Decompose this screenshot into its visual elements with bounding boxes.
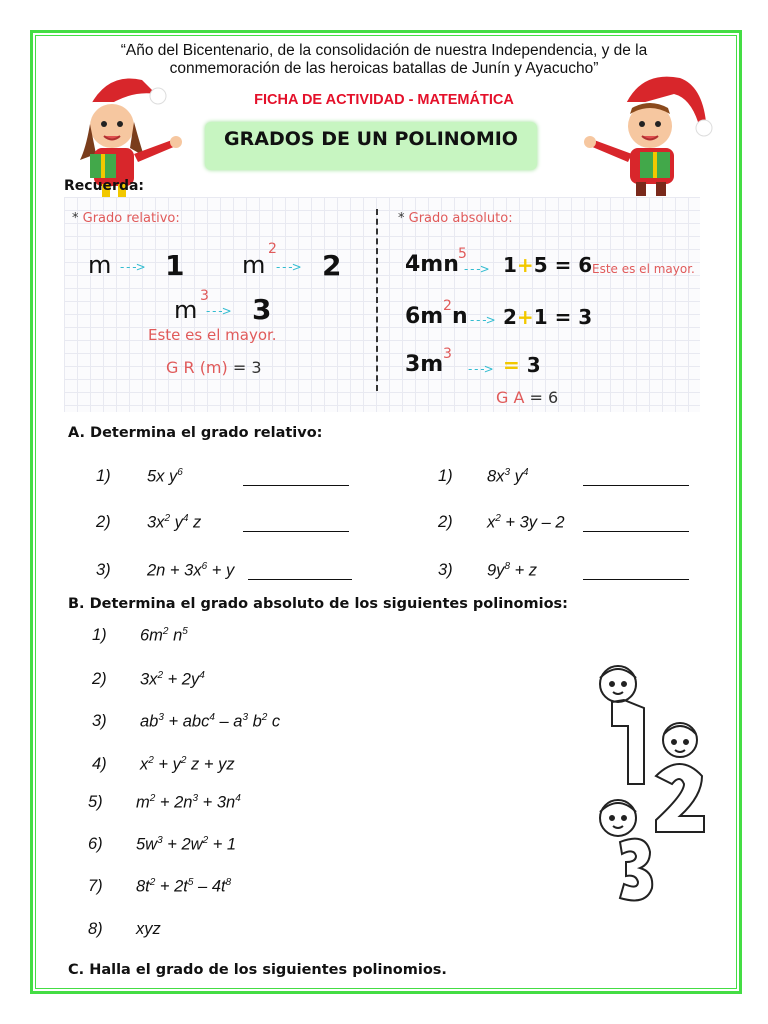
boy-illustration xyxy=(580,68,720,198)
abs-t2-sum: 2+1 = 3 xyxy=(503,305,593,329)
a-left-3-expr: $2n + 3x^6 + y$ xyxy=(147,561,235,580)
section-b-title: B. Determina el grado absoluto de los siguientes polinomios: xyxy=(68,596,568,612)
answer-blank[interactable] xyxy=(583,530,689,532)
rel-ex1-result: 1 xyxy=(165,249,185,282)
a-right-1-num: 1) xyxy=(438,467,453,485)
b-3-expr: $ab^3 + abc^4 - a^3$ $b^2$ c xyxy=(140,712,281,731)
b-2-expr: $3x^2 + 2y^4$ xyxy=(140,670,205,689)
a-right-2-expr: $x^2 + 3y - 2$ xyxy=(487,513,565,532)
a-left-3-num: 3) xyxy=(96,561,111,579)
recap-grid xyxy=(64,197,700,412)
answer-blank[interactable] xyxy=(243,484,349,486)
b-8-expr: xyz xyxy=(136,920,161,938)
rel-note: Este es el mayor. xyxy=(148,326,277,344)
a-right-1-expr: $8x^3$ $y^4$ xyxy=(487,467,529,486)
answer-blank[interactable] xyxy=(248,578,352,580)
abs-conclusion: G A = 6 xyxy=(496,388,559,407)
recuerda-label: Recuerda: xyxy=(64,178,145,194)
abs-t3-term: 3m xyxy=(405,352,444,377)
abs-t2-term: 6m xyxy=(405,304,444,329)
section-a-title: A. Determina el grado relativo: xyxy=(68,425,323,441)
a-left-1-num: 1) xyxy=(96,467,111,485)
answer-blank[interactable] xyxy=(243,530,349,532)
arrow-icon: - - -> xyxy=(464,262,489,276)
arrow-icon: - - -> xyxy=(276,260,301,274)
rel-ex3-exp: 3 xyxy=(200,288,209,304)
rel-ex2-exp: 2 xyxy=(268,241,277,257)
numbers-kids-illustration xyxy=(584,656,720,906)
b-4-num: 4) xyxy=(92,755,107,773)
activity-label: FICHA DE ACTIVIDAD - MATEMÁTICA xyxy=(254,92,514,108)
motto: “Año del Bicentenario, de la consolidación de nuestra Independencia, y de la conmemoración de las heroicas batallas de Junín y Ayacucho” xyxy=(120,42,648,77)
b-4-expr: $x^2 + y^2$ z + yz xyxy=(140,755,235,774)
b-6-num: 6) xyxy=(88,835,103,853)
b-5-num: 5) xyxy=(88,793,103,811)
recap-divider xyxy=(376,209,378,391)
a-right-3-expr: $9y^8 + z$ xyxy=(487,561,538,580)
arrow-icon: - - -> xyxy=(468,362,493,376)
page-title: GRADOS DE UN POLINOMIO xyxy=(205,122,537,170)
a-right-2-num: 2) xyxy=(438,513,453,531)
a-right-3-num: 3) xyxy=(438,561,453,579)
rel-conclusion: G R (m) = 3 xyxy=(166,358,262,377)
arrow-icon: - - -> xyxy=(120,260,145,274)
a-left-2-num: 2) xyxy=(96,513,111,531)
abs-t3-exp: 3 xyxy=(443,346,452,362)
a-left-1-expr: 5x $y^6$ xyxy=(147,467,183,486)
rel-ex3-result: 3 xyxy=(252,293,272,326)
b-1-expr: $6m^2$ $n^5$ xyxy=(140,626,188,645)
abs-t2-tail: n xyxy=(452,304,468,329)
abs-t1-term: 4mn xyxy=(405,252,459,277)
answer-blank[interactable] xyxy=(583,578,689,580)
abs-t3-sum: = 3 xyxy=(503,353,541,377)
b-7-num: 7) xyxy=(88,877,103,895)
b-5-expr: $m^2 + 2n^3 + 3n^4$ xyxy=(136,793,241,812)
b-8-num: 8) xyxy=(88,920,103,938)
answer-blank[interactable] xyxy=(583,484,689,486)
rel-ex2-result: 2 xyxy=(322,249,342,282)
a-left-2-expr: $3x^2$ $y^4$ z xyxy=(147,513,202,532)
section-c-title: C. Halla el grado de los siguientes polinomios. xyxy=(68,962,447,978)
b-2-num: 2) xyxy=(92,670,107,688)
abs-t1-note: Este es el mayor. xyxy=(592,262,695,276)
arrow-icon: - - -> xyxy=(470,313,495,327)
rel-ex2-base: m xyxy=(242,251,266,279)
b-6-expr: $5w^3 + 2w^2 + 1$ xyxy=(136,835,237,854)
abs-t2-exp: 2 xyxy=(443,298,452,314)
abs-t1-exp: 5 xyxy=(458,246,467,262)
relative-degree-label: * Grado relativo: xyxy=(72,211,180,226)
abs-t1-sum: 1+5 = 6 xyxy=(503,253,593,277)
absolute-degree-label: * Grado absoluto: xyxy=(398,211,513,226)
b-1-num: 1) xyxy=(92,626,107,644)
arrow-icon: - - -> xyxy=(206,304,231,318)
rel-ex1-base: m xyxy=(88,251,112,279)
b-3-num: 3) xyxy=(92,712,107,730)
b-7-expr: $8t^2 + 2t^5 - 4t^8$ xyxy=(136,877,232,896)
rel-ex3-base: m xyxy=(174,296,198,324)
